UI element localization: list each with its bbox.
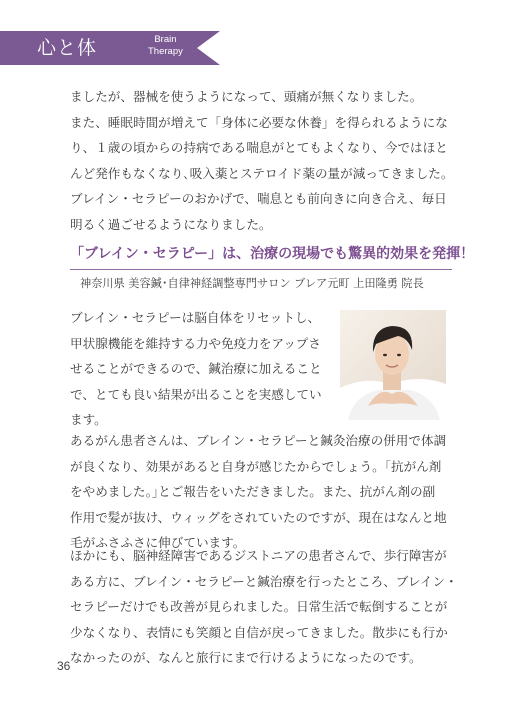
- photo-paragraph: [70, 305, 340, 433]
- section-heading: 「ブレイン・セラピー」は、治療の現場でも驚異的効果を発揮！: [70, 246, 475, 262]
- chapter-title: 心と体: [37, 37, 98, 59]
- chapter-subtitle-line1: Brain: [154, 34, 177, 45]
- intro-line: 明るく過ごせるようになりました。: [70, 216, 272, 232]
- intro-line: ましたが、器械を使うようになって、頭痛が無くなりました。: [70, 89, 423, 104]
- dystonia-paragraph-line: ある方に、ブレイン・セラピーと鍼治療を行ったところ、ブレイン・: [70, 573, 458, 589]
- cancer-patient-paragraph: [70, 428, 460, 556]
- author-byline: 神奈川県 美容鍼･自律神経調整専門サロン ブレア元町 上田隆勇 院長: [80, 277, 424, 290]
- cancer-paragraph-line: が良くなり、効果があると自身が感じたからでしょう。｢抗がん剤: [70, 458, 442, 474]
- intro-line: ブレイン・セラピーのおかげで、喘息とも前向きに向き合え、毎日: [70, 191, 447, 206]
- dystonia-paragraph-line: セラピーだけでも改善が見られました。日常生活で転倒することが: [70, 599, 448, 614]
- dystonia-paragraph-line: 少なくなり、表情にも笑顔と自信が戻ってきました。散歩にも行か: [70, 624, 448, 640]
- photo-paragraph-line: で、とても良い結果が出ることを実感してい: [70, 386, 322, 402]
- photo-paragraph-line: ます。: [70, 412, 107, 427]
- cancer-paragraph-line: 作用で髪が抜け、ウィッグをされていたのですが、現在はなんと地: [70, 509, 447, 525]
- chapter-header: [0, 31, 220, 65]
- intro-line: また、睡眠時間が増えて「身体に必要な休養」を得られるようにな: [70, 114, 448, 130]
- photo-paragraph-line: せることができるので、鍼治療に加えること: [70, 361, 322, 376]
- page-number: 36: [57, 659, 71, 673]
- intro-line: り、１歳の頃からの持病である喘息がとてもよくなり、今ではほと: [70, 140, 448, 155]
- author-portrait-photo: [340, 310, 446, 420]
- chapter-header-banner: [0, 31, 220, 65]
- intro-paragraph: [70, 84, 460, 237]
- section-heading-rule: [70, 269, 452, 270]
- dystonia-paragraph-line: なかったのが、なんと旅行にまで行けるようになったのです。: [70, 650, 422, 665]
- cancer-paragraph-line: 毛がふさふさに伸びています。: [70, 535, 246, 550]
- dystonia-patient-paragraph: [70, 543, 460, 671]
- cancer-paragraph-line: をやめました｡｣とご報告をいただきました。また、抗がん剤の副: [70, 484, 436, 499]
- photo-paragraph-line: ブレイン・セラピーは脳自体をリセットし、: [70, 310, 321, 325]
- cancer-paragraph-line: あるがん患者さんは、ブレイン・セラピーと鍼灸治療の併用で体調: [70, 433, 447, 448]
- author-portrait-illustration: [340, 310, 446, 420]
- intro-line: んど発作もなくなり､吸入薬とステロイド薬の量が減ってきました。: [70, 165, 454, 181]
- chapter-subtitle: [148, 34, 183, 58]
- photo-paragraph-line: 甲状腺機能を維持する力や免疫力をアップさ: [70, 335, 321, 351]
- dystonia-paragraph-line: ほかにも、脳神経障害であるジストニアの患者さんで、歩行障害が: [70, 548, 447, 563]
- chapter-subtitle-line2: Therapy: [148, 46, 183, 57]
